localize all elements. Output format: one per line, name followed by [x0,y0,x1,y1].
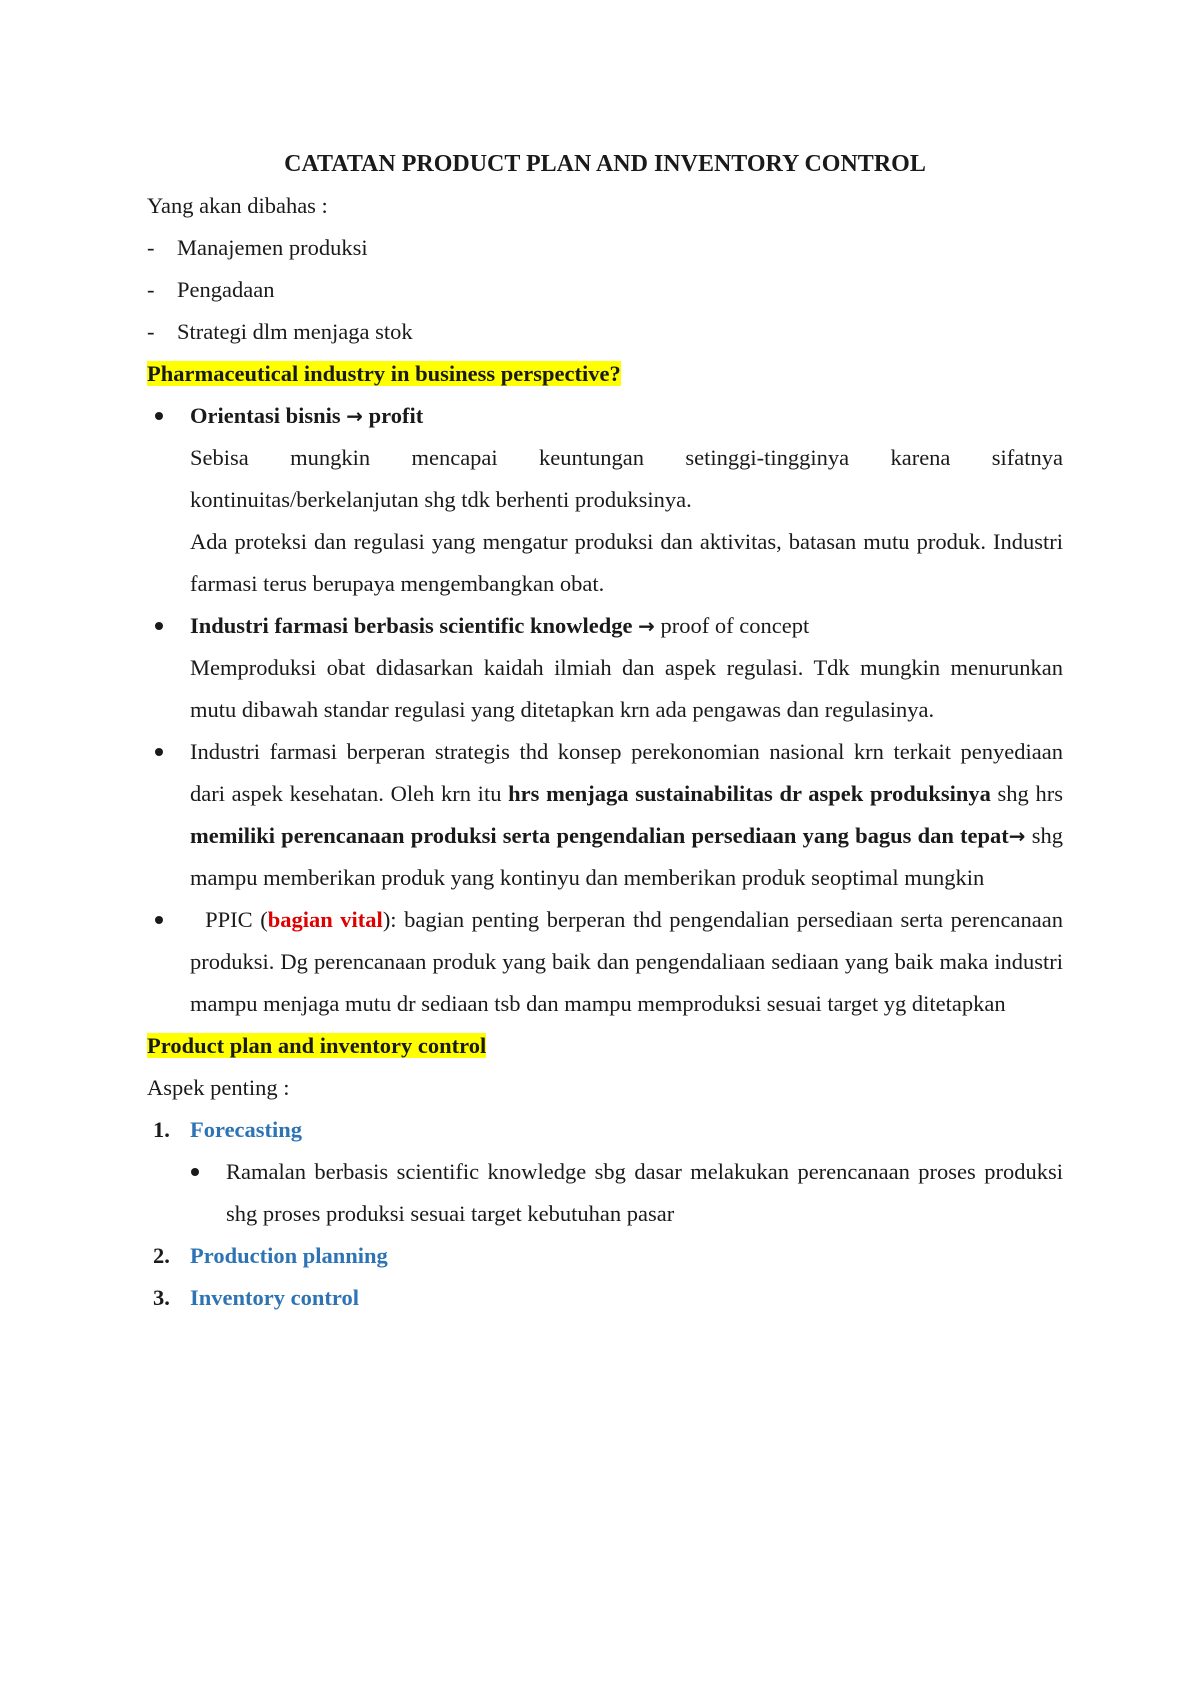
bullet-orientasi-bisnis: Orientasi bisnis → profit [147,395,1063,437]
sub-bullet-forecasting: Ramalan berbasis scientific knowledge sbg dasar melakukan perencanaan proses produksi shg proses produksi sesuai target kebutuhan pasar [147,1151,1063,1235]
bullet-dot-icon [155,622,163,630]
paragraph: Ada proteksi dan regulasi yang mengatur produksi dan aktivitas, batasan mutu produk. Industri farmasi terus berupaya mengembangkan obat. [190,529,1063,596]
dash-marker: - [147,235,155,260]
document-page [147,146,1063,1319]
paragraph: Memproduksi obat didasarkan kaidah ilmiah dan aspek regulasi. Tdk mungkin menurunkan mutu dibawah standar regulasi yang ditetapkan krn ada pengawas dan regulasinya. [190,655,1063,722]
numbered-item-inventory-control: 3. Inventory control [153,1285,359,1310]
bullet-scientific-knowledge: Industri farmasi berbasis scientific knowledge → proof of concept [147,605,1063,647]
bullet-ppic: PPIC (bagian vital): bagian penting berperan thd pengendalian persediaan serta perencanaan produksi. Dg perencanaan produk yang baik dan pengendaliaan sediaan yang baik maka industri mampu menjaga mutu dr sediaan tsb dan mampu memproduksi sesuai target yg ditetapkan [147,899,1063,1025]
topic-item: - Pengadaan [147,269,1063,311]
arrow-right-icon: → [638,614,655,638]
highlight-red-text: bagian vital [267,907,383,932]
intro-text: Yang akan dibahas : [147,193,328,218]
numbered-item-forecasting: 1. Forecasting [153,1117,303,1142]
dash-marker: - [147,319,155,344]
arrow-right-icon: → [1008,824,1026,848]
arrow-right-icon: → [346,404,364,428]
bullet-dot-icon [155,748,163,756]
numbered-item-production-planning: 2. Production planning [153,1243,388,1268]
topic-item: - Strategi dlm menjaga stok [147,311,1063,353]
bullet-dot-icon [155,916,163,924]
topic-item: - Manajemen produksi [147,227,1063,269]
bullet-dot-icon [155,412,163,420]
bullet-peran-strategis: Industri farmasi berperan strategis thd konsep perekonomian nasional krn terkait penyediaan dari aspek kesehatan. Oleh krn itu hrs menjaga sustainabilitas dr aspek produksinya shg hrs memiliki perencanaan produksi serta pengendalian persediaan yang bagus dan tepat→ shg mampu memberikan produk yang kontinyu dan memberikan produk seoptimal mungkin [147,731,1063,899]
dash-marker: - [147,277,155,302]
section1-heading: Pharmaceutical industry in business perspective? [147,361,621,386]
section2-heading: Product plan and inventory control [147,1033,487,1058]
document-title: CATATAN PRODUCT PLAN AND INVENTORY CONTROL [284,151,926,177]
paragraph: Sebisa mungkin mencapai keuntungan setinggi-tingginya karena sifatnya kontinuitas/berkelanjutan shg tdk berhenti produksinya. [190,445,1063,512]
bullet-dot-icon [191,1168,199,1176]
section2-intro: Aspek penting : [147,1075,290,1100]
